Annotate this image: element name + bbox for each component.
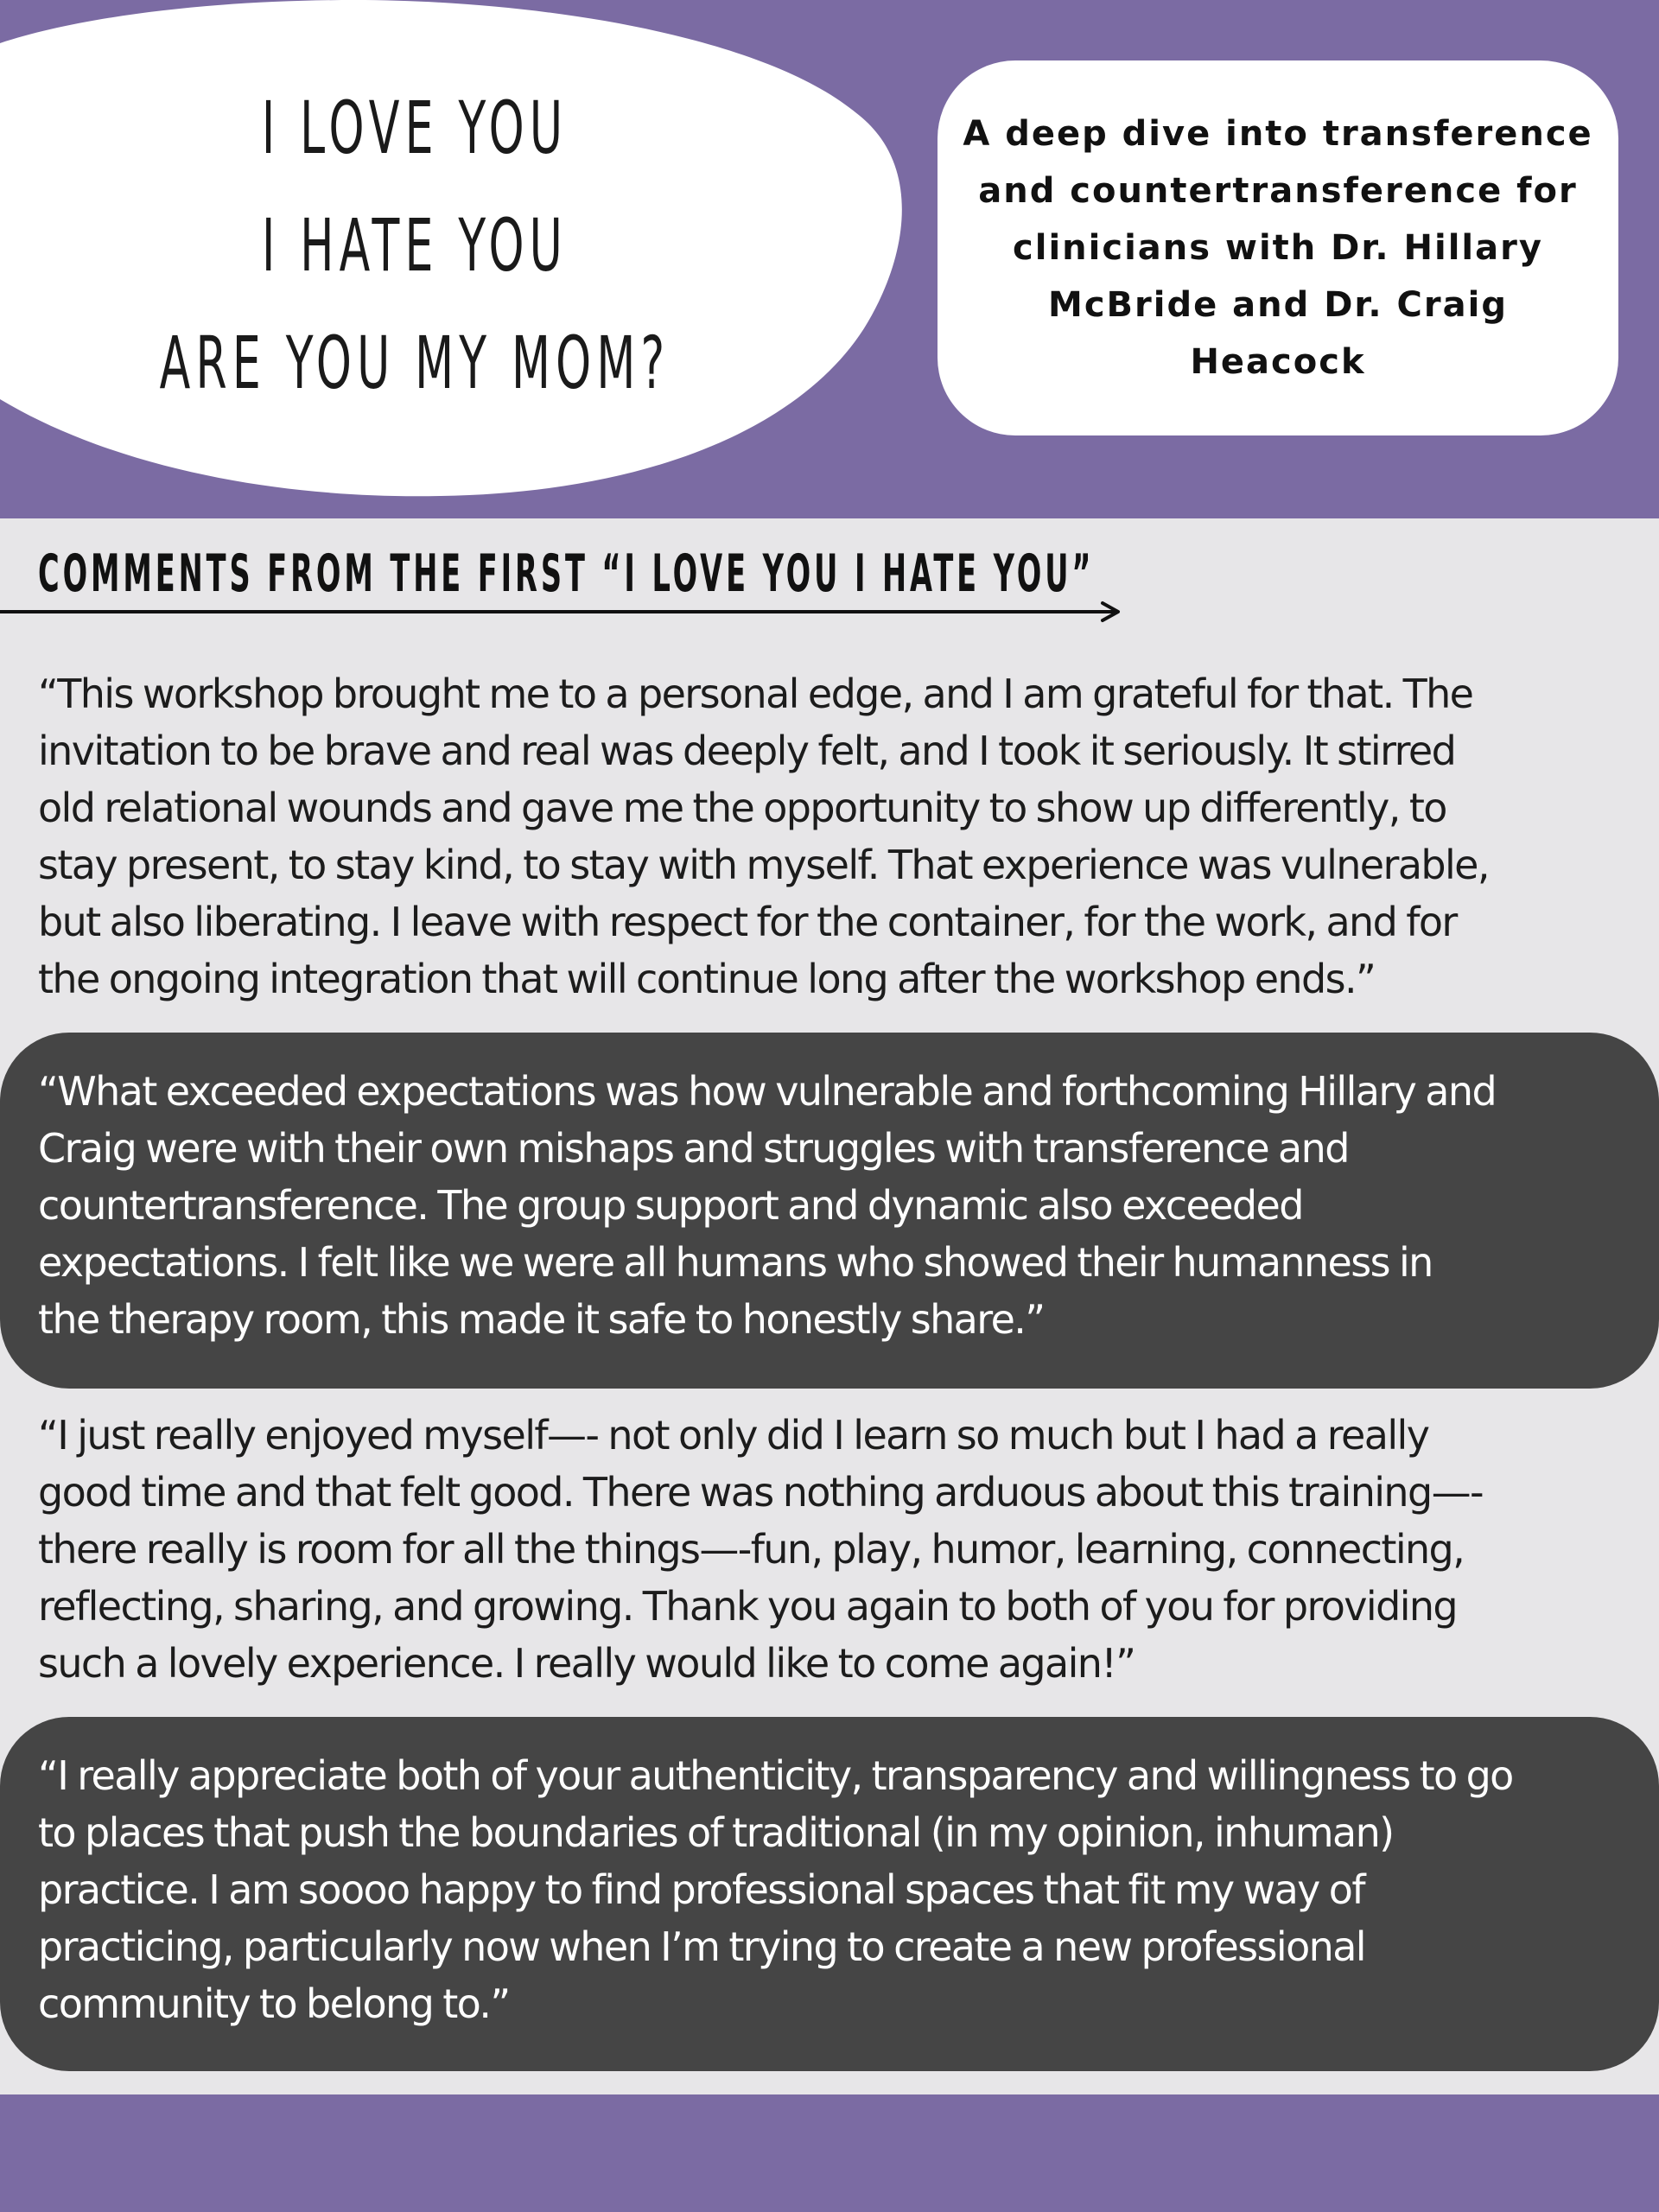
subtitle-line-4: McBride and Dr. Craig Heacock xyxy=(1048,285,1508,382)
comment-line: reflecting, sharing, and growing. Thank you again to both of you for providing xyxy=(38,1583,1458,1630)
comment-line: good time and that felt good. There was nothing arduous about this training—- xyxy=(38,1469,1483,1516)
event-title xyxy=(157,69,671,422)
comment-line: “I just really enjoyed myself—- not only did I learn so much but I had a really xyxy=(38,1412,1429,1459)
subtitle-card xyxy=(938,60,1618,435)
comment-line: community to belong to.” xyxy=(38,1980,510,2027)
comment-card-dark-2 xyxy=(0,1717,1659,2071)
comment-1 xyxy=(38,665,1637,1007)
comment-line: “This workshop brought me to a personal edge, and I am grateful for that. The xyxy=(38,671,1473,717)
comment-line: expectations. I felt like we were all humans who showed their humanness in xyxy=(38,1239,1433,1286)
comment-2 xyxy=(38,1063,1637,1348)
comment-line: old relational wounds and gave me the opportunity to show up differently, to xyxy=(38,785,1446,831)
comment-line: invitation to be brave and real was deeply felt, and I took it seriously. It stirred xyxy=(38,728,1456,774)
subtitle-line-2: and countertransference for xyxy=(978,171,1578,211)
footer-banner xyxy=(0,2094,1659,2212)
comment-line: the ongoing integration that will continue long after the workshop ends.” xyxy=(38,956,1376,1002)
subtitle-line-3: clinicians with Dr. Hillary xyxy=(1013,228,1543,268)
comments-heading: COMMENTS FROM THE FIRST “I LOVE YOU I HATE YOU” xyxy=(38,543,1095,604)
comment-line: there really is room for all the things—-fun, play, humor, learning, connecting, xyxy=(38,1526,1465,1573)
subtitle-line-1: A deep dive into transference xyxy=(963,114,1593,154)
comment-line: countertransference. The group support and dynamic also exceeded xyxy=(38,1182,1303,1229)
comment-line: stay present, to stay kind, to stay with myself. That experience was vulnerable, xyxy=(38,842,1489,888)
comment-line: “What exceeded expectations was how vulnerable and forthcoming Hillary and xyxy=(38,1068,1497,1115)
title-line-1: I LOVE YOU xyxy=(261,86,569,170)
comment-3 xyxy=(38,1407,1637,1692)
comment-line: practicing, particularly now when I’m trying to create a new professional xyxy=(38,1923,1365,1970)
comment-line: “I really appreciate both of your authenticity, transparency and willingness to go xyxy=(38,1752,1513,1799)
comment-card-dark-1 xyxy=(0,1033,1659,1389)
comment-line: practice. I am soooo happy to find professional spaces that fit my way of xyxy=(38,1866,1364,1913)
comment-line: but also liberating. I leave with respect for the container, for the work, and for xyxy=(38,899,1457,945)
comment-line: to places that push the boundaries of traditional (in my opinion, inhuman) xyxy=(38,1809,1394,1856)
event-description xyxy=(958,105,1598,391)
title-line-3: ARE YOU MY MOM? xyxy=(159,321,671,405)
comment-line: such a lovely experience. I really would like to come again!” xyxy=(38,1640,1135,1687)
title-line-2: I HATE YOU xyxy=(261,203,569,288)
comment-line: the therapy room, this made it safe to honestly share.” xyxy=(38,1296,1045,1343)
comment-4 xyxy=(38,1747,1637,2032)
heading-underline-arrow-icon xyxy=(0,596,1132,631)
comment-line: Craig were with their own mishaps and struggles with transference and xyxy=(38,1125,1349,1172)
header-banner xyxy=(0,0,1659,518)
